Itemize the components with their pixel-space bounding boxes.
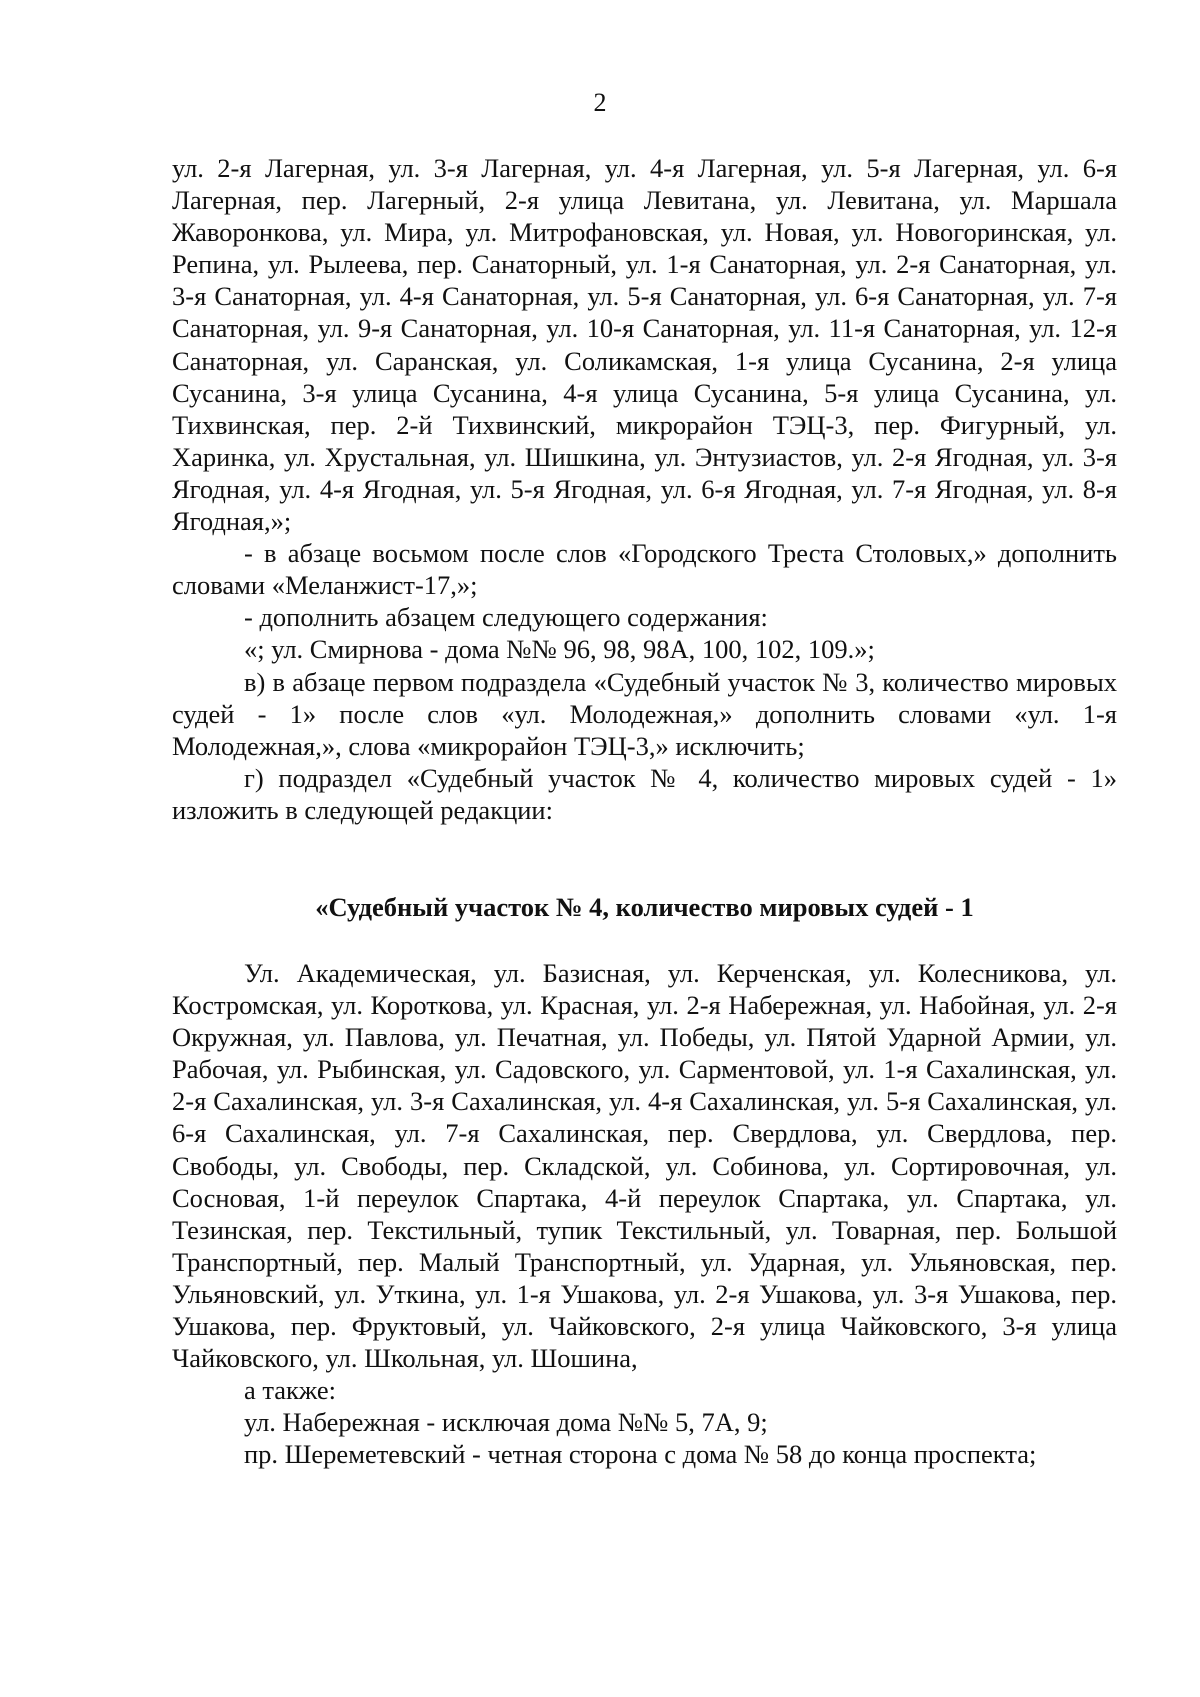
street-list-paragraph: Ул. Академическая, ул. Базисная, ул. Керченская, ул. Колесникова, ул. Костромская, ул. Короткова, ул. Красная, ул. 2-я Набережная, ул. Набойная, ул. 2-я Окружная, ул. Павлова, ул. Печатная, ул. Победы, ул. Пятой Ударной Армии, ул. Рабочая, ул. Рыбинская, ул. Садовского, ул. Сарментовой, ул. 1-я Сахалинская, ул. 2-я Сахалинская, ул. 3-я Сахалинская, ул. 4-я Сахалинская, ул. 5-я Сахалинская, ул. 6-я Сахалинская, ул. 7-я Сахалинская, пер. Свердлова, ул. Свердлова, пер. Свободы, ул. Свободы, пер. Складской, ул. Собинова, ул. Сортировочная, ул. Сосновая, 1-й переулок Спартака, 4-й переулок Спартака, ул. Спартака, ул. Тезинская, пер. Текстильный, тупик Текстильный, ул. Товарная, пер. Большой Транспортный, пер. Малый Транспортный, ул. Ударная, ул. Ульяновская, пер. Ульяновский, ул. Уткина, ул. 1-я Ушакова, ул. 2-я Ушакова, ул. 3-я Ушакова, пер. Ушакова, пер. Фруктовый, ул. Чайковского, 2-я улица Чайковского, 3-я улица Чайковского, ул. Школьная, ул. Шошина, — [172, 958, 1117, 1374]
district-text-block — [172, 957, 1117, 1471]
street-exception-paragraph: пр. Шереметевский - четная сторона с дома № 58 до конца проспекта; — [244, 1439, 1037, 1470]
amendment-item-paragraph: в) в абзаце первом подраздела «Судебный участок № 3, количество мировых судей - 1» после слов «ул. Молодежная,» дополнить словами «ул. 1-я Молодежная,», слова «микрорайон ТЭЦ-3,» исключить; — [172, 666, 1117, 761]
amendment-item-paragraph: - в абзаце восьмом после слов «Городского Треста Столовых,» дополнить словами «Меланжист-17,»; — [172, 538, 1117, 601]
amendment-text-block — [172, 152, 1117, 826]
page-number: 2 — [593, 88, 607, 117]
list-intro-paragraph: а также: — [244, 1375, 337, 1406]
street-exception-paragraph: ул. Набережная - исключая дома №№ 5, 7А, 9; — [244, 1407, 768, 1438]
amendment-item-paragraph: - дополнить абзацем следующего содержания: — [244, 602, 768, 633]
street-list-paragraph: ул. 2-я Лагерная, ул. 3-я Лагерная, ул. 4-я Лагерная, ул. 5-я Лагерная, ул. 6-я Лагерная, пер. Лагерный, 2-я улица Левитана, ул. Левитана, ул. Маршала Жаворонкова, ул. Мира, ул. Митрофановская, ул. Новая, ул. Новогоринская, ул. Репина, ул. Рылеева, пер. Санаторный, ул. 1-я Санаторная, ул. 2-я Санаторная, ул. 3-я Санаторная, ул. 4-я Санаторная, ул. 5-я Санаторная, ул. 6-я Санаторная, ул. 7-я Санаторная, ул. 9-я Санаторная, ул. 10-я Санаторная, ул. 11-я Санаторная, ул. 12-я Санаторная, ул. Саранская, ул. Соликамская, 1-я улица Сусанина, 2-я улица Сусанина, 3-я улица Сусанина, 4-я улица Сусанина, 5-я улица Сусанина, ул. Тихвинская, пер. 2-й Тихвинский, микрорайон ТЭЦ-3, пер. Фигурный, ул. Харинка, ул. Хрустальная, ул. Шишкина, ул. Энтузиастов, ул. 2-я Ягодная, ул. 3-я Ягодная, ул. 4-я Ягодная, ул. 5-я Ягодная, ул. 6-я Ягодная, ул. 7-я Ягодная, ул. 8-я Ягодная,»; — [172, 153, 1117, 537]
amendment-item-paragraph: г) подраздел «Судебный участок № 4, количество мировых судей - 1» изложить в следующей редакции: — [172, 762, 1117, 825]
section-heading: «Судебный участок № 4, количество мировых судей - 1 — [315, 892, 974, 922]
quoted-insert-paragraph: «; ул. Смирнова - дома №№ 96, 98, 98А, 100, 102, 109.»; — [244, 634, 875, 665]
